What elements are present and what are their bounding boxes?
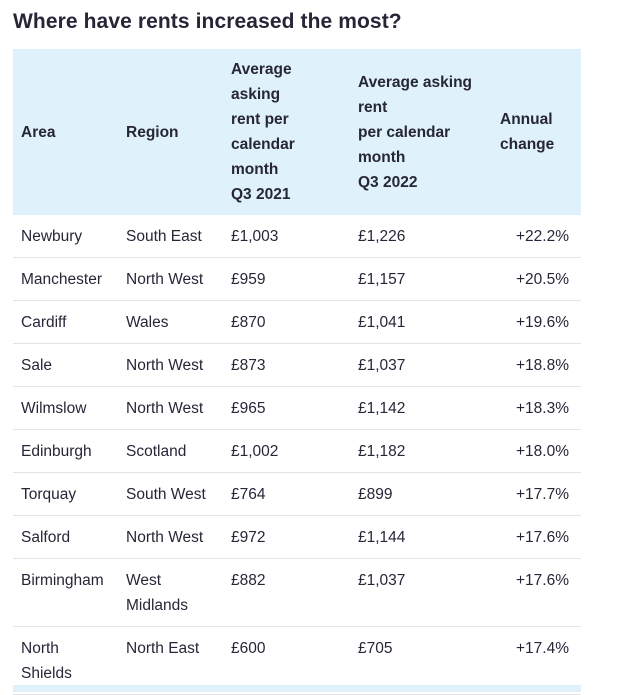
cell-area: Edinburgh (13, 430, 118, 473)
cell-rent-q3-2022: £1,144 (350, 516, 488, 559)
table-row (13, 430, 581, 473)
cell-area: Birmingham (13, 559, 118, 627)
table-row (13, 301, 581, 344)
column-header-q3-2021: Average asking rent per calendar month Q3 2021 (231, 61, 295, 203)
cell-region: Scotland (118, 430, 223, 473)
cell-annual-change: +17.7% (488, 473, 581, 516)
cell-annual-change: +18.0% (488, 430, 581, 473)
cell-area: Newbury (13, 215, 118, 258)
cell-annual-change: +22.2% (488, 215, 581, 258)
cell-annual-change: +18.8% (488, 344, 581, 387)
cell-annual-change: +17.6% (488, 559, 581, 627)
cell-rent-q3-2021: £764 (223, 473, 350, 516)
cell-area: Sale (13, 344, 118, 387)
cell-area: Wilmslow (13, 387, 118, 430)
table-row (13, 473, 581, 516)
table-row (13, 387, 581, 430)
cell-region: North West (118, 387, 223, 430)
cell-rent-q3-2021: £965 (223, 387, 350, 430)
cell-rent-q3-2021: £1,002 (223, 430, 350, 473)
table-row (13, 344, 581, 387)
cell-rent-q3-2022: £1,037 (350, 344, 488, 387)
cell-region: West Midlands (118, 559, 223, 627)
cell-rent-q3-2022: £1,041 (350, 301, 488, 344)
cell-region: North West (118, 516, 223, 559)
cell-area: Salford (13, 516, 118, 559)
cell-region: Wales (118, 301, 223, 344)
column-header-region: Region (126, 123, 179, 141)
cell-rent-q3-2021: £972 (223, 516, 350, 559)
cell-rent-q3-2021: £882 (223, 559, 350, 627)
cell-rent-q3-2022: £705 (350, 627, 488, 695)
cell-rent-q3-2021: £873 (223, 344, 350, 387)
cell-region: South West (118, 473, 223, 516)
page-title: Where have rents increased the most? (13, 10, 402, 33)
cell-rent-q3-2022: £1,037 (350, 559, 488, 627)
cell-annual-change: +17.4% (488, 627, 581, 695)
table-row (13, 215, 581, 258)
cell-rent-q3-2021: £870 (223, 301, 350, 344)
table-header-row (13, 49, 581, 215)
cell-rent-q3-2021: £1,003 (223, 215, 350, 258)
cell-annual-change: +20.5% (488, 258, 581, 301)
cell-area: North Shields (13, 627, 118, 695)
cell-annual-change: +19.6% (488, 301, 581, 344)
cell-region: North West (118, 344, 223, 387)
table-body (13, 215, 581, 695)
table-row (13, 559, 581, 627)
cell-rent-q3-2022: £899 (350, 473, 488, 516)
column-header-annual-change: Annual change (500, 111, 555, 153)
cell-rent-q3-2021: £959 (223, 258, 350, 301)
cell-region: North West (118, 258, 223, 301)
cell-region: South East (118, 215, 223, 258)
cell-annual-change: +17.6% (488, 516, 581, 559)
table-row (13, 258, 581, 301)
column-header-area: Area (21, 123, 56, 141)
cell-annual-change: +18.3% (488, 387, 581, 430)
table-row (13, 516, 581, 559)
cell-rent-q3-2022: £1,142 (350, 387, 488, 430)
cell-rent-q3-2021: £600 (223, 627, 350, 695)
cell-rent-q3-2022: £1,226 (350, 215, 488, 258)
rent-increase-table (13, 49, 581, 695)
cell-region: North East (118, 627, 223, 695)
cell-area: Manchester (13, 258, 118, 301)
cell-rent-q3-2022: £1,157 (350, 258, 488, 301)
table-header (13, 49, 581, 215)
cell-area: Cardiff (13, 301, 118, 344)
cell-rent-q3-2022: £1,182 (350, 430, 488, 473)
cell-area: Torquay (13, 473, 118, 516)
table-footer-strip (13, 685, 581, 692)
column-header-q3-2022: Average asking rent per calendar month Q3 2022 (358, 73, 473, 191)
